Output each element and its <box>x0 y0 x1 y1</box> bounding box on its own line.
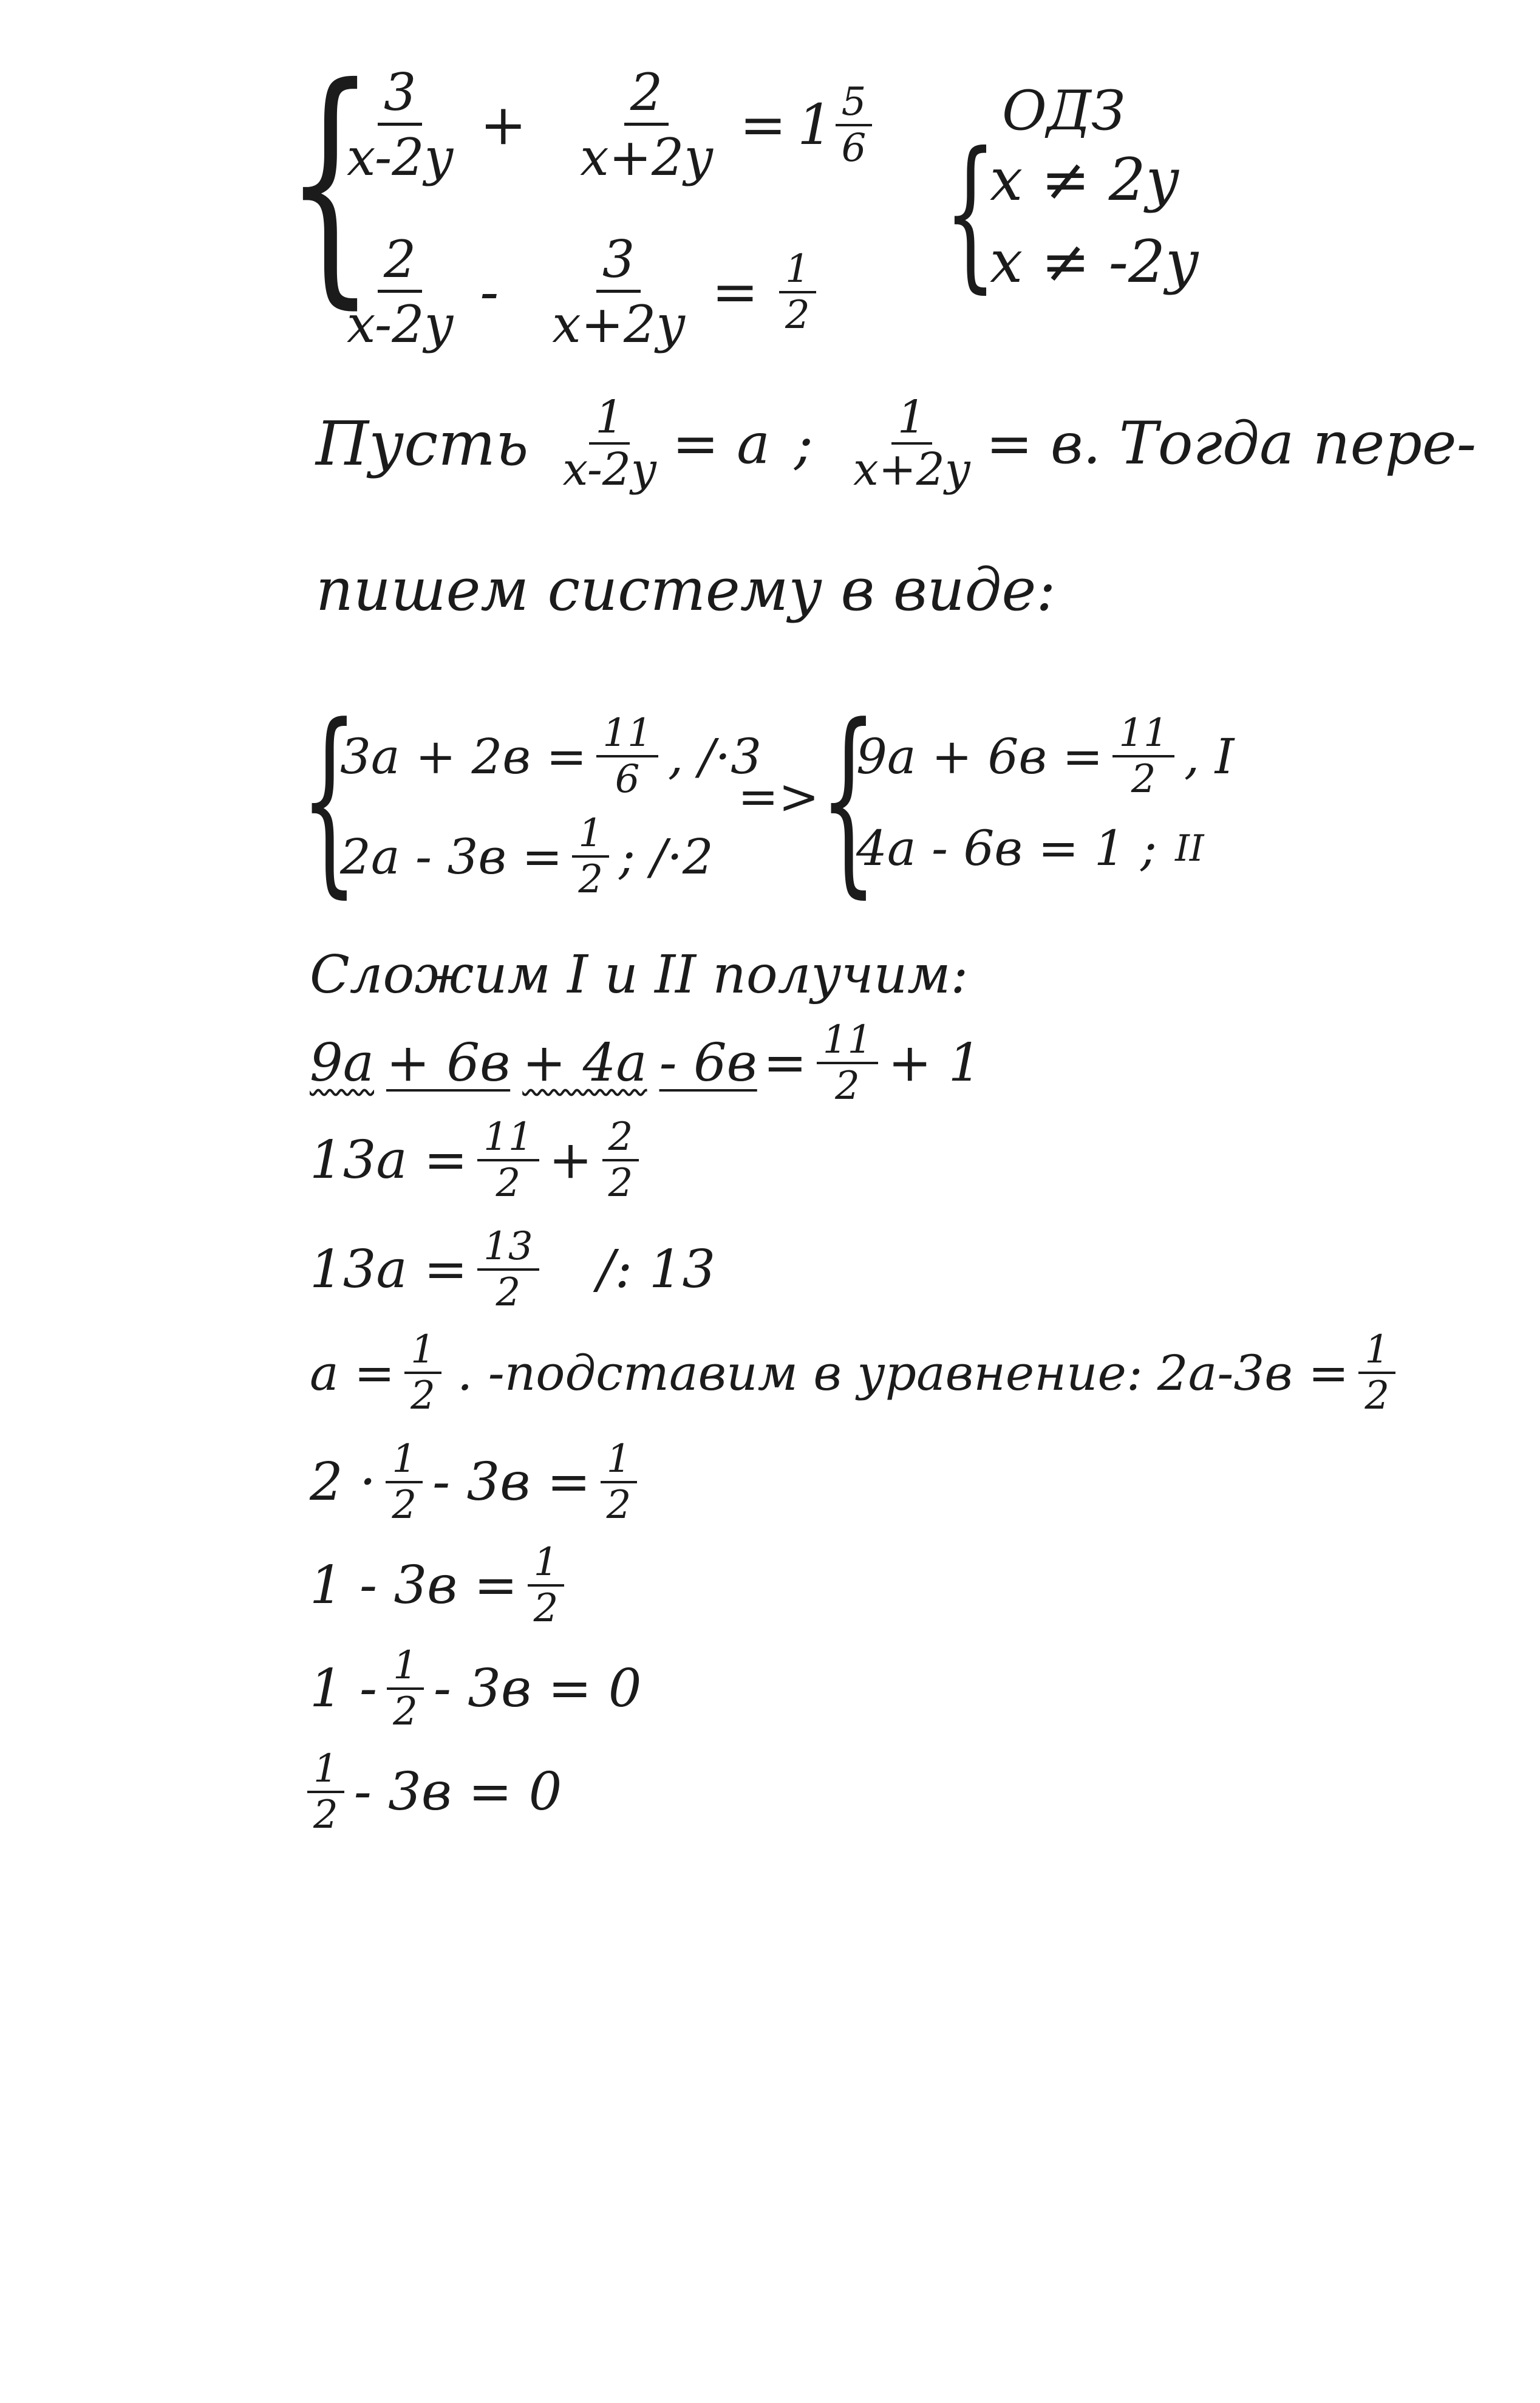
fraction-numerator: 1 <box>891 395 932 445</box>
odz-condition-1: x ≠ 2y <box>990 146 1179 214</box>
equation-rhs: - 3в = 0 <box>433 1658 642 1719</box>
equation-lhs: 13a = <box>310 1130 468 1191</box>
step-1 <box>310 1017 982 1109</box>
system2-left-line-1 <box>340 711 761 802</box>
fraction-denominator: 2 <box>496 1270 521 1315</box>
equation-lhs: 4a - 6в = 1 ; <box>856 820 1157 877</box>
fraction-denominator: x+2y <box>552 295 685 354</box>
equals-sign: = <box>711 259 759 324</box>
fraction-numerator: 11 <box>596 714 658 757</box>
step-5 <box>310 1437 647 1528</box>
step-3 <box>310 1224 716 1315</box>
term-plus-4a: + 4a <box>522 1033 647 1093</box>
step-8 <box>298 1746 562 1837</box>
text-togda: Тогда пере- <box>1119 409 1477 477</box>
fraction-denominator: x+2y <box>853 443 970 496</box>
odz-condition-2: x ≠ -2y <box>990 228 1199 296</box>
fraction-denominator: 2 <box>1131 757 1156 802</box>
operator: + <box>548 1130 593 1191</box>
fraction-denominator: 2 <box>835 1064 860 1109</box>
equation-lhs: 2a - 3в = <box>340 828 563 885</box>
multiplier-note: ; /·2 <box>619 828 714 885</box>
substitution-line <box>316 391 1477 496</box>
fraction-numerator: 3 <box>596 234 641 293</box>
equals-sign: = <box>739 92 787 157</box>
fraction-denominator: x-2y <box>347 295 454 354</box>
fraction-numerator: 2 <box>602 1118 639 1161</box>
fraction-numerator: 1 <box>572 814 609 858</box>
fraction-denominator: 2 <box>608 1161 633 1206</box>
system2-left-line-2 <box>340 811 714 902</box>
add-equations-text: Сложим I и II получим: <box>310 945 969 1005</box>
system2-right-line-2 <box>856 820 1204 877</box>
equals-a: = a <box>672 411 771 476</box>
divide-note: /: 13 <box>597 1239 716 1300</box>
plus-one: + 1 <box>888 1033 982 1093</box>
fraction-denominator: x-2y <box>562 443 656 496</box>
fraction-denominator: 2 <box>578 857 604 902</box>
multiplier-note: , /·3 <box>667 728 761 785</box>
step-4 <box>310 1327 1405 1418</box>
equation-lhs: 1 - <box>310 1658 378 1719</box>
separator: ; <box>794 411 814 476</box>
substitute-text: . -подставим в уравнение: <box>457 1344 1143 1401</box>
fraction-denominator: 2 <box>313 1793 338 1837</box>
target-equation: 2a-3в = <box>1157 1344 1349 1401</box>
equals-sign: = <box>763 1033 807 1093</box>
fraction-denominator: 2 <box>496 1161 521 1206</box>
term-plus-6b: + 6в <box>386 1033 511 1093</box>
fraction-denominator: 2 <box>411 1373 435 1418</box>
fraction-numerator: 1 <box>528 1543 565 1587</box>
fraction-numerator: 1 <box>387 1646 424 1690</box>
equation-lhs: 3a + 2в = <box>340 728 587 785</box>
odz-brace: { <box>944 117 997 308</box>
equation-lhs: 13a = <box>310 1239 468 1300</box>
operator: - <box>480 259 499 324</box>
fraction-numerator: 1 <box>589 395 630 445</box>
odz-title: ОДЗ <box>1002 79 1126 143</box>
fraction-denominator: 2 <box>1365 1373 1390 1418</box>
system2-right-line-1 <box>856 711 1235 802</box>
fraction-denominator: x+2y <box>580 128 713 187</box>
fraction-numerator: 3 <box>378 67 422 126</box>
system1-equation-1 <box>331 63 882 187</box>
fraction-numerator: 2 <box>378 234 422 293</box>
equation-lhs: 9a + 6в = <box>856 728 1103 785</box>
fraction-denominator: x-2y <box>347 128 454 187</box>
fraction-numerator: 1 <box>601 1440 638 1483</box>
word-pust: Пусть <box>316 408 529 479</box>
step-2 <box>310 1115 649 1206</box>
fraction-numerator: 1 <box>307 1749 344 1793</box>
equation-tag-1: , I <box>1184 728 1235 785</box>
fraction-denominator: 2 <box>393 1689 418 1734</box>
equation-middle: - 3в = <box>432 1452 591 1513</box>
system1-brace: { <box>285 33 375 330</box>
fraction-numerator: 1 <box>1358 1330 1395 1374</box>
equation-tag-2: II <box>1175 827 1204 870</box>
whole-part: 1 <box>797 92 833 157</box>
equation-lhs: a = <box>310 1344 395 1401</box>
implies-arrow: => <box>738 768 820 825</box>
substitution-line-2: пишем систему в виде: <box>316 556 1056 624</box>
equation-lhs: 2 · <box>310 1452 376 1513</box>
fraction-denominator: 2 <box>606 1483 632 1528</box>
fraction-numerator: 1 <box>404 1330 441 1374</box>
equation-rhs: - 3в = 0 <box>353 1762 562 1822</box>
operator: + <box>480 92 527 157</box>
fraction-denominator: 2 <box>392 1483 417 1528</box>
fraction-numerator: 11 <box>1112 714 1174 757</box>
fraction-numerator: 2 <box>624 67 669 126</box>
mixed-number <box>797 79 882 171</box>
system2-right-brace: { <box>820 682 877 915</box>
system2-left-brace: { <box>301 682 358 915</box>
term-minus-6b: - 6в <box>659 1033 757 1093</box>
fraction-denominator: 6 <box>615 757 640 802</box>
fraction-denominator: 6 <box>841 125 867 171</box>
equals-b: = в. <box>986 411 1101 476</box>
fraction-numerator: 1 <box>779 250 816 293</box>
system1-equation-2 <box>331 230 826 354</box>
equation-lhs: 1 - 3в = <box>310 1555 518 1616</box>
fraction-denominator: 2 <box>533 1586 559 1631</box>
fraction-numerator: 13 <box>477 1227 539 1271</box>
fraction-denominator: 2 <box>785 292 810 338</box>
step-6 <box>310 1540 574 1631</box>
step-7 <box>310 1643 642 1734</box>
fraction-numerator: 5 <box>836 83 873 126</box>
fraction-numerator: 11 <box>817 1020 878 1064</box>
term-9a: 9a <box>310 1033 374 1093</box>
fraction-numerator: 11 <box>477 1118 539 1161</box>
fraction-numerator: 1 <box>386 1440 423 1483</box>
